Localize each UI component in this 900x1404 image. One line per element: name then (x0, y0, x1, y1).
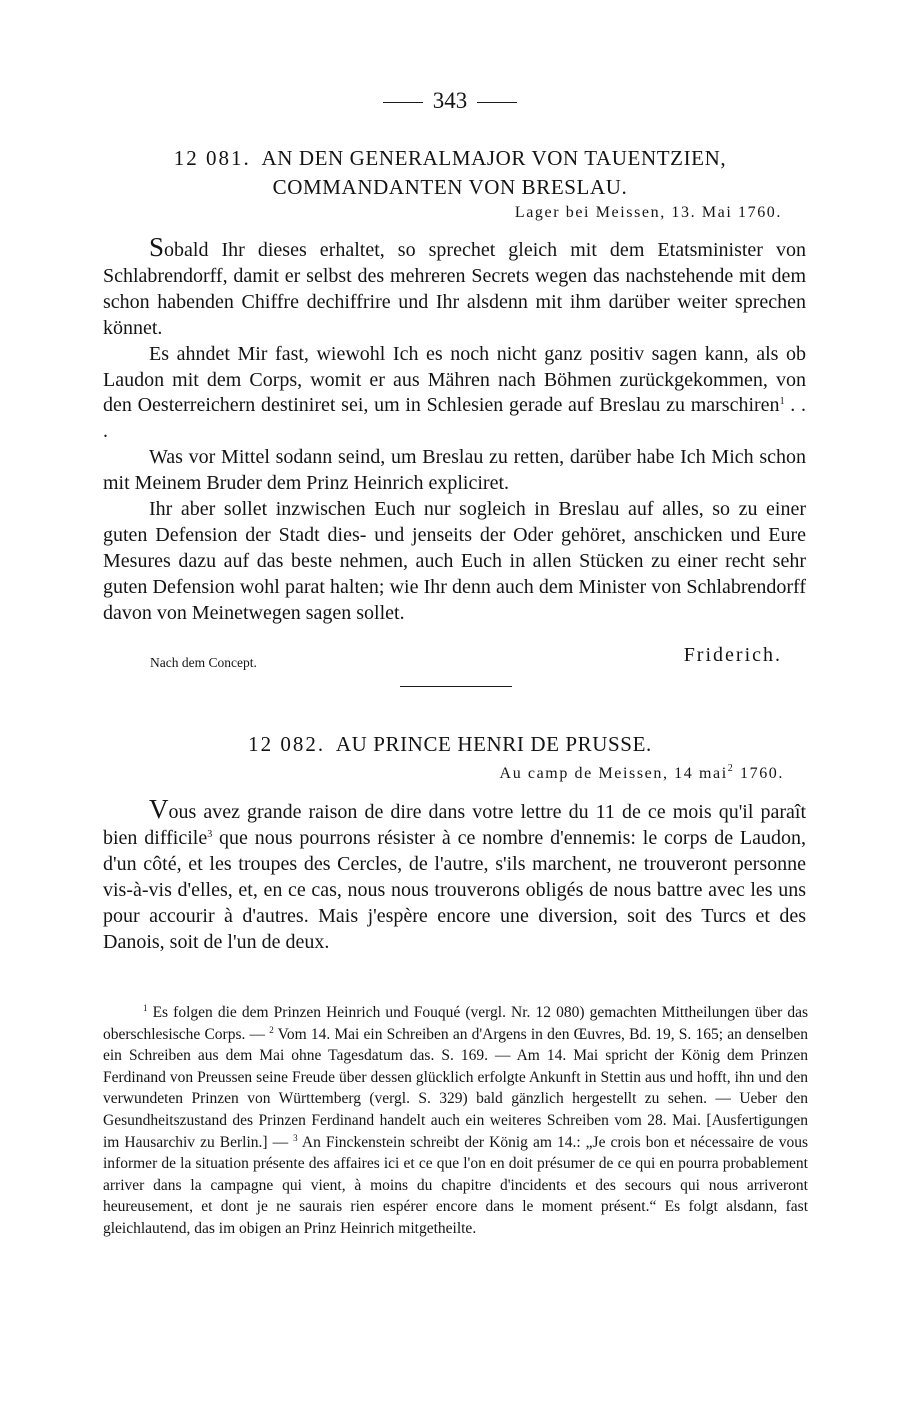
page-number-dash-right (477, 102, 517, 103)
letter2-number: 12 082. (248, 732, 326, 756)
page-number (370, 88, 530, 114)
letter1-body (103, 234, 806, 627)
footnote-mark-3: 3 (293, 1132, 298, 1143)
letter2-heading (100, 730, 800, 759)
letter2-title: AU PRINCE HENRI DE PRUSSE. (335, 732, 652, 756)
letter1-source-note: Nach dem Concept. (150, 655, 257, 670)
letter1-paragraph-2-tail: . . . (103, 394, 807, 443)
footnote-2-text: Vom 14. Mai ein Schreiben an d'Argens in den Œuvres, Bd. 19, S. 165; an denselben ein Schreiben aus dem Mai ohne Tagesdatum das. S. 169. — Am 14. Mai spricht der König dem Prinzen Ferdinand von Preussen seine Freude über dessen glücklich erfolgte Ankunft in Stettin aus und hofft, ihn und den verwundeten Prinzen von Württemberg (vergl. S. 329) bald gänzlich hergestellt zu sehen. — Ueber den Gesundheitszustand des Prinzen Ferdinand handelt auch ein weiteres Schreiben vom 28. Mai. [Ausfertigungen im Hausarchiv zu Berlin.] — (103, 1025, 808, 1151)
letter1-paragraph-1 (103, 234, 806, 342)
footnote-3-text: An Finckenstein schreibt der König am 14.: „Je crois bon et nécessaire de vous informer de la situation présente des affaires ici et ce que l'on en doit présumer de ce qui en pourra probablement arriver dans la campagne qui vient, à moins du chapitre d'incidents et des secours qui nous arriveront heureusement, et dont je ne saurais rien espérer encore dans le moment présent.“ Es folgt alsdann, fast gleichlautend, das im obigen an Prinz Heinrich mitgetheilte. (103, 1133, 808, 1237)
letter1-heading (100, 144, 800, 202)
letter2-dateline-text: Au camp de Meissen, 14 mai (499, 765, 728, 782)
footnote-ref-3: 3 (207, 828, 213, 840)
letter1-number: 12 081. (173, 146, 251, 170)
footnote-ref-2: 2 (727, 763, 735, 774)
letter1-title-line2: COMMANDANTEN VON BRESLAU. (272, 175, 628, 199)
letter1-paragraph-2-text: Es ahndet Mir fast, wiewohl Ich es noch nicht ganz positiv sagen kann, als ob Laudon mit dem Corps, womit er aus Mähren nach Böhmen zurückgekommen, von den Oesterreichern destiniret sei, um in Schlesien gerade auf Breslau zu marschiren (103, 342, 806, 417)
letter2-body (103, 796, 806, 955)
letter2-paragraph-1 (103, 796, 806, 955)
letter2-dateline (500, 765, 784, 783)
footnote-mark-1: 1 (143, 1003, 148, 1013)
footnote-1-text: Es folgen die dem Prinzen Heinrich und Fouqué (vergl. Nr. 12 080) gemachten Mittheilungen über das oberschlesische Corps. — (103, 1004, 808, 1043)
letter1-initial: S (149, 232, 165, 262)
footnote-block (103, 1002, 808, 1240)
letter1-heading-line1 (100, 144, 800, 173)
letter1-dateline: Lager bei Meissen, 13. Mai 1760. (514, 204, 782, 221)
letter2-initial: V (149, 794, 169, 824)
footnotes (103, 1002, 808, 1240)
letter1-title-line1: AN DEN GENERALMAJOR VON TAUENTZIEN, (261, 146, 727, 170)
letter1-paragraph-3: Was vor Mittel sodann seind, um Breslau zu retten, darüber habe Ich Mich schon mit Meinem Bruder dem Prinz Heinrich expliciret. (103, 446, 806, 495)
letter1-paragraph-4: Ihr aber sollet inzwischen Euch nur sogleich in Breslau auf alles, so zu einer guten Defension der Stadt dies- und jenseits der Oder gehöret, anschicken und Eure Mesures dazu auf das beste nehmen, auch Euch in allen Stücken zu einer recht sehr guten Defension wohl parat halten; wie Ihr denn auch dem Minister von Schlabrendorff davon von Meinetwegen sagen sollet. (103, 498, 806, 624)
letter1-paragraph-1-text: obald Ihr dieses erhaltet, so sprechet gleich mit dem Etatsminister von Schlabrendorff, damit er selbst des mehreren Secrets wegen das nachstehende mit dem schon habenden Chiffre dechiffrire und Ihr alsdenn mit ihm darüber weiter sprechen könnet. (103, 239, 806, 339)
letter1-signature: Friderich. (683, 644, 782, 666)
letter1-paragraph-2 (103, 342, 806, 446)
footnote-mark-2: 2 (269, 1024, 274, 1035)
letter2-paragraph-1-text-b: que nous pourrons résister à ce nombre d'ennemis: le corps de Laudon, d'un côté, et les troupes des Cercles, de l'autre, s'ils marchent, ne trouveront personne vis-à-vis d'elles, et, en ce cas, nous nous trouverons obligés de nous battre avec les uns pour accourir à d'autres. Mais j'espère encore une diversion, soit des Turcs et des Danois, soit de l'un de deux. (103, 826, 807, 953)
page-number-dash-left (383, 102, 423, 103)
footnote-ref-1: 1 (779, 396, 785, 408)
letter2-dateline-year: 1760. (734, 765, 784, 782)
section-divider (400, 686, 512, 687)
page-number-text: 343 (432, 88, 468, 113)
letter2-paragraph-1-text-a: ous avez grande raison de dire dans votre lettre du 11 de ce mois qu'il paraît bien difficile (103, 801, 806, 849)
